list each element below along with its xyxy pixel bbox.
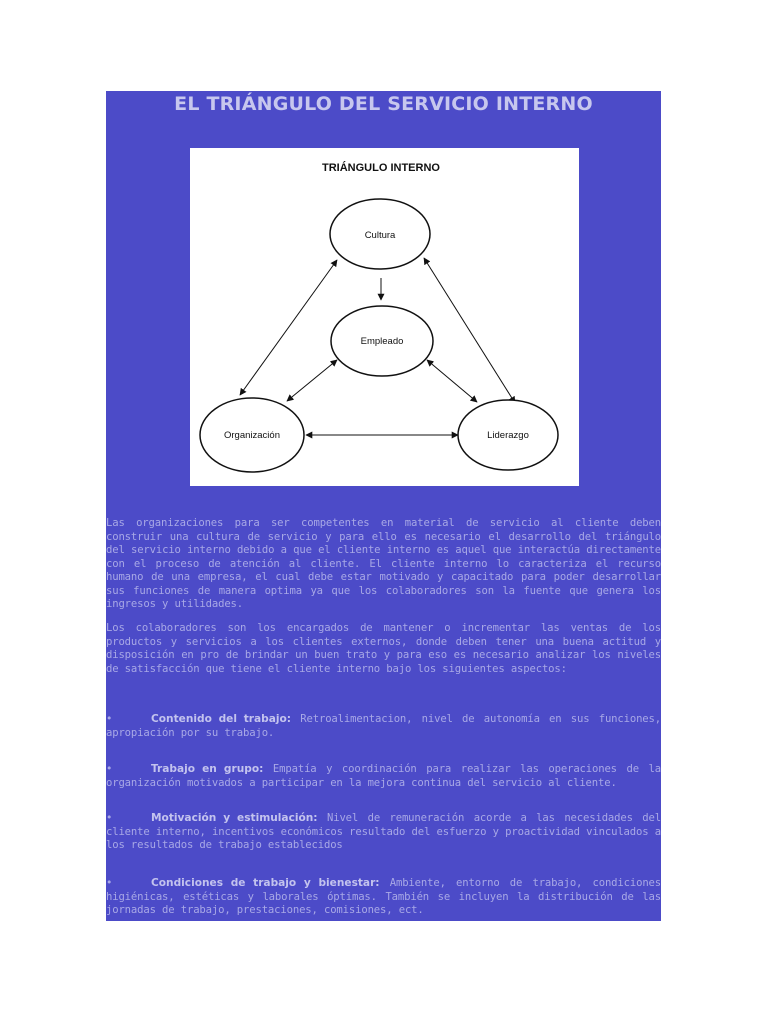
bullet-text: Nivel de remuneración acorde a las necesidades del cliente interno, incentivos económicos resultado del esfuerzo y proactividad vinculados a los resultados de trabajo establecidos <box>106 812 661 851</box>
node-cultura-label: Cultura <box>364 230 396 241</box>
bullet-term: Contenido del trabajo: <box>151 713 292 725</box>
node-organizacion <box>200 398 304 472</box>
bullet-text: Ambiente, entorno de trabajo, condiciones higiénicas, estéticas y laborales óptimas. También se incluyen la distribución de las jornadas de trabajo, prestaciones, comisiones, ect. <box>106 877 662 916</box>
bullet-text: Empatía y coordinación para realizar las operaciones de la organización motivados a participar en la mejora continua del servicio al cliente. <box>106 763 661 789</box>
node-empleado <box>331 306 433 376</box>
bullet-term: Condiciones de trabajo y bienestar: <box>151 877 380 889</box>
edge-cultura-liderazgo <box>424 258 515 403</box>
paragraph-collaborators: Los colaboradores son los encargados de mantener o incrementar las ventas de los productos y servicios a los clientes externos, donde deben tener una buena actitud y disposición en pro de brindar un buen trato y para eso es necesario analizar los niveles de satisfacción que tiene el cliente interno bajo los siguientes aspectos: <box>106 622 661 675</box>
bullet-dot: • <box>106 877 113 889</box>
bullet-dot: • <box>106 812 113 824</box>
node-empleado-label: Empleado <box>360 336 404 347</box>
triangle-diagram <box>190 148 579 486</box>
edge-empleado-liderazgo <box>427 360 477 402</box>
bullet-term: Trabajo en grupo: <box>151 763 264 775</box>
node-organizacion-label: Organización <box>224 430 280 441</box>
edge-empleado-organizacion <box>287 360 337 401</box>
node-cultura <box>330 199 430 269</box>
node-liderazgo <box>458 400 558 470</box>
page-title: EL TRIÁNGULO DEL SERVICIO INTERNO <box>174 93 593 115</box>
bullet-term: Motivación y estimulación: <box>151 812 318 824</box>
diagram-heading: TRIÁNGULO INTERNO <box>322 162 440 174</box>
bullet-dot: • <box>106 763 113 775</box>
bullet-item <box>106 713 661 740</box>
bullet-dot: • <box>106 713 113 725</box>
edge-cultura-organizacion <box>240 260 337 395</box>
content-panel <box>106 91 661 921</box>
bullet-item <box>106 812 661 853</box>
bullet-item <box>106 877 661 918</box>
node-liderazgo-label: Liderazgo <box>487 430 529 441</box>
bullet-item <box>106 763 661 790</box>
diagram-svg <box>190 148 579 486</box>
paragraph-intro: Las organizaciones para ser competentes en material de servicio al cliente deben construir una cultura de servicio y para ello es necesario el desarrollo del triángulo del servicio interno debido a que el cliente interno es aquel que interactúa directamente con el proceso de atención al cliente. El cliente interno lo caracteriza el recurso humano de una empresa, el cual debe estar motivado y capacitado para poder desarrollar sus funciones de manera optima ya que los colaboradores son la fuente que genera los ingresos y utilidades. <box>106 517 661 610</box>
bullet-text: Retroalimentacion, nivel de autonomía en sus funciones, apropiación por su trabajo. <box>106 713 661 739</box>
